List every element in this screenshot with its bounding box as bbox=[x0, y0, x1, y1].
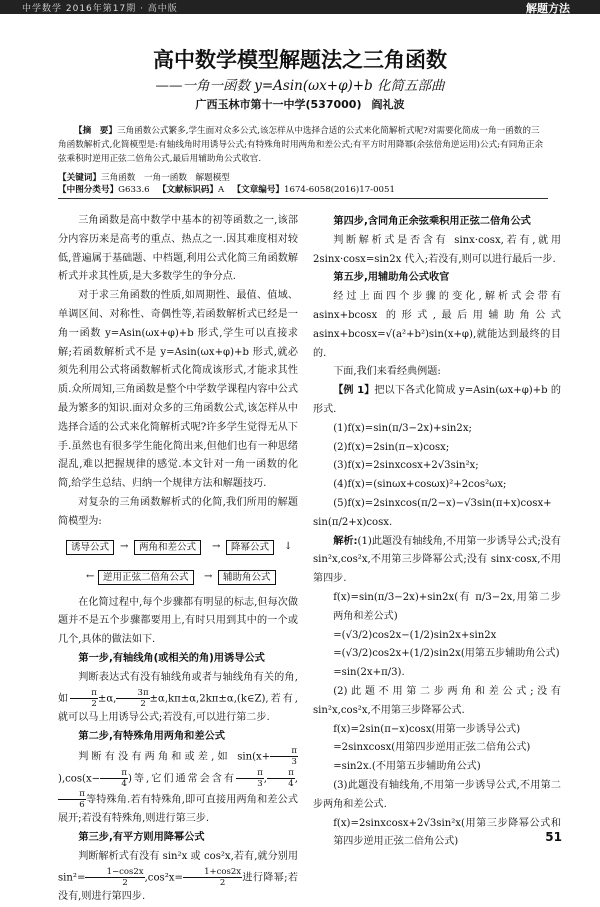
author-name: 阎礼波 bbox=[371, 98, 405, 111]
paragraph-properties: 对于求三角函数的性质,如周期性、最值、值域、单调区间、对称性、奇偶性等,若函数解析式已经是一角一函数 y=Asin(ωx+φ)+b 形式,学生可以直接求解;若函数解析式不是 y=Asin(ωx+φ)+b 形式,就必须先利用公式将函数解析式化简成该形式,才能求其性质.众所周知,三角函数是整个中学数学课程内容中公式最为繁多的知识.面对众多的三角函数公式,该怎样从中选择合适的公式来化简解析式呢?许多学生觉得无从下手.虽然也有很多学生能化简出来,但他们也有一种思绪混乱,难以把握规律的感觉.本文针对一角一函数的化简,给学生总结、归纳一个规律方法和解题技巧. bbox=[58, 290, 298, 490]
solution-2-step-2: =2sinxcosx(用第四步逆用正弦二倍角公式) bbox=[333, 742, 531, 754]
classification bbox=[58, 183, 548, 195]
flow-box-induction: 诱导公式 bbox=[66, 540, 114, 555]
journal-header: 中学数学 2016年第17期 · 高中版 bbox=[22, 4, 178, 14]
keywords bbox=[58, 171, 548, 183]
example-item-1: (1)f(x)=sin(π/3−2x)+sin2x; bbox=[333, 422, 472, 434]
solution-3: (3)此题没有轴线角,不用第一步诱导公式,不用第二步两角和差公式. bbox=[313, 779, 561, 810]
heading-step1: 第一步,有轴线角(或相关的角)用诱导公式 bbox=[78, 652, 265, 664]
heading-step2: 第二步,有特殊角用两角和差公式 bbox=[78, 730, 225, 742]
paragraph-step5: 经过上面四个步骤的变化,解析式会带有 asinx+bcosx 的形式,最后用辅助角公式 asinx+bcosx=√(a²+b²)sin(x+φ),就能达到最终的目的. bbox=[313, 291, 561, 359]
flow-arrow-icon: → bbox=[212, 540, 221, 552]
keywords-text: 三角函数 一角一函数 解题模型 bbox=[100, 173, 230, 183]
example-1: 【例 1】把以下各式化简成 y=Asin(ωx+φ)+b 的形式. bbox=[313, 385, 561, 415]
paragraph-step3: 判断解析式有没有 sin²x 或 cos²x,若有,就分别用sin²= $\frac{1-\cos 2x}{2}$ ,cos²x= $\frac{1+\cos 2x}{2}$ 进行降幂;若没有,则进行第四步. bbox=[58, 850, 298, 902]
abstract bbox=[58, 124, 548, 166]
flow-diagram bbox=[58, 534, 298, 590]
paragraph-examples-intro: 下面,我们来看经典例题: bbox=[333, 366, 441, 378]
paragraph-intro: 三角函数是高中数学中基本的初等函数之一,该部分内容历来是高考的重点、热点之一.因其难度相对较低,普遍属于基础题、中档题,利用公式化简三角函数解析式并求其性质,是大多数学生的争分点. bbox=[58, 215, 298, 283]
solution-3-step-1: f(x)=2sinxcosx+2√3sin²x(用第三步降幂公式和第四步逆用正弦二倍角公式) bbox=[333, 817, 561, 848]
divider bbox=[58, 198, 548, 199]
example-item-5: (5)f(x)=2sinxcos(π/2−x)−√3sin(π+x)cosx+ bbox=[333, 497, 552, 509]
solution-1-step-1: f(x)=sin(π/3−2x)+sin2x(有 π/3−2x,用第二步两角和差公式) bbox=[333, 591, 561, 622]
heading-step5: 第五步,用辅助角公式收官 bbox=[333, 272, 450, 284]
paragraph-step1: 判断表达式有没有轴线角或者与轴线角有关的角,如 $\frac{\pi}{2}$ ±α, $\frac{3\pi}{2}$ ±α,kπ±α,2kπ±α,(k∈Z),若有,就可以马上用诱导公式;若没有,可以进行第二步. bbox=[58, 671, 298, 723]
flow-box-sum-diff: 两角和差公式 bbox=[134, 540, 201, 555]
doc-label: 【文献标识码】 bbox=[157, 185, 219, 195]
abstract-label: 【摘 要】 bbox=[74, 126, 117, 136]
article-no-label: 【文章编号】 bbox=[232, 185, 285, 195]
solution-1-step-2: =(√3/2)cos2x−(1/2)sin2x+sin2x bbox=[333, 629, 497, 641]
right-column bbox=[313, 213, 561, 852]
heading-step3: 第三步,有平方则用降幂公式 bbox=[78, 832, 205, 844]
clc-value: G633.6 bbox=[118, 185, 150, 195]
keywords-label: 【关键词】 bbox=[58, 173, 101, 183]
solution-1-step-4: =sin(2x+π/3). bbox=[333, 667, 405, 679]
solution-1-step-3: =(√3/2)cos2x+(1/2)sin2x(用第五步辅助角公式) bbox=[333, 648, 560, 660]
section-header: 解题方法 bbox=[526, 2, 570, 15]
article-title: 高中数学模型解题法之三角函数 bbox=[153, 48, 447, 72]
doc-value: A bbox=[218, 185, 225, 195]
article-subtitle: ——一角一函数 y=Asin(ωx+φ)+b 化简五部曲 bbox=[155, 78, 445, 94]
author-line bbox=[0, 96, 600, 112]
flow-box-double-angle: 逆用正弦二倍角公式 bbox=[98, 570, 194, 585]
abstract-text: 三角函数公式繁多,学生面对众多公式,该怎样从中选择合适的公式来化简解析式呢?对需要化简成一角一函数的三角函数解析式,化简模型是:有轴线角时用诱导公式;有特殊角时用两角和差公式;有平方时用降幂(余弦倍角逆运用)公式;有同角正余弦乘积时逆用正弦二倍角公式,最后用辅助角公式收官. bbox=[58, 126, 544, 164]
paragraph-step2: 判断有没有两角和或差,如 sin(x+ $\frac{\pi}{3}$ ),cos(x− $\frac{\pi}{4}$ )等,它们通常会含有 $\frac{\pi}{3}$ , $\frac{\pi}{4}$ , $\frac{\pi}{6}$ 等特殊角.若有特殊角,即可直接用两角和差公式展开;若没有特殊角,则进行第三步. bbox=[58, 746, 298, 825]
author-affiliation: 广西玉林市第十一中学(537000) bbox=[195, 98, 362, 111]
example-item-3: (3)f(x)=2sinxcosx+2√3sin²x; bbox=[333, 460, 479, 472]
solution-1: 解析:(1)此题没有轴线角,不用第一步诱导公式;没有 sin²x,cos²x,不用第三步降幂公式;没有 sinx·cosx,不用第四步. bbox=[313, 535, 562, 585]
example-item-5-cont: sin(π/2+x)cosx. bbox=[313, 516, 393, 528]
solution-2-step-1: f(x)=2sin(π−x)cosx(用第一步诱导公式) bbox=[333, 723, 521, 735]
page-header-bar bbox=[0, 0, 600, 14]
flow-box-auxiliary-angle: 辅助角公式 bbox=[218, 570, 276, 585]
article-no-value: 1674-6058(2016)17-0051 bbox=[284, 185, 395, 195]
flow-arrow-icon: ← bbox=[86, 570, 95, 582]
left-column bbox=[58, 212, 298, 907]
flow-box-power-reduction: 降幂公式 bbox=[226, 540, 274, 555]
paragraph-model-intro: 对复杂的三角函数解析式的化简,我们所用的解题简模型为: bbox=[58, 496, 298, 527]
paragraph-step4: 判断解析式是否含有 sinx·cosx,若有,就用 2sinx·cosx=sin2x 代入;若没有,则可以进行最后一步. bbox=[313, 234, 561, 265]
flow-arrow-icon: ↓ bbox=[284, 540, 293, 552]
example-item-4: (4)f(x)=(sinωx+cosωx)²+2cos²ωx; bbox=[333, 479, 507, 491]
flow-arrow-icon: → bbox=[120, 540, 129, 552]
paragraph-steps-intro: 在化简过程中,每个步骤都有明显的标志,但每次做题并不是五个步骤都要用上,有时只用到其中的一个或几个,具体的做法如下. bbox=[58, 596, 298, 646]
flow-arrow-icon: → bbox=[204, 570, 213, 582]
heading-step4: 第四步,含同角正余弦乘积用正弦二倍角公式 bbox=[333, 216, 531, 227]
solution-2: (2)此题不用第二步两角和差公式;没有 sin²x,cos²x,不用第三步降幂公式. bbox=[313, 685, 561, 716]
example-item-2: (2)f(x)=2sin(π−x)cosx; bbox=[333, 441, 450, 453]
clc-label: 【中图分类号】 bbox=[58, 185, 119, 195]
page-number: 51 bbox=[545, 830, 562, 844]
solution-2-step-3: =sin2x.(不用第五步辅助角公式) bbox=[333, 761, 481, 773]
